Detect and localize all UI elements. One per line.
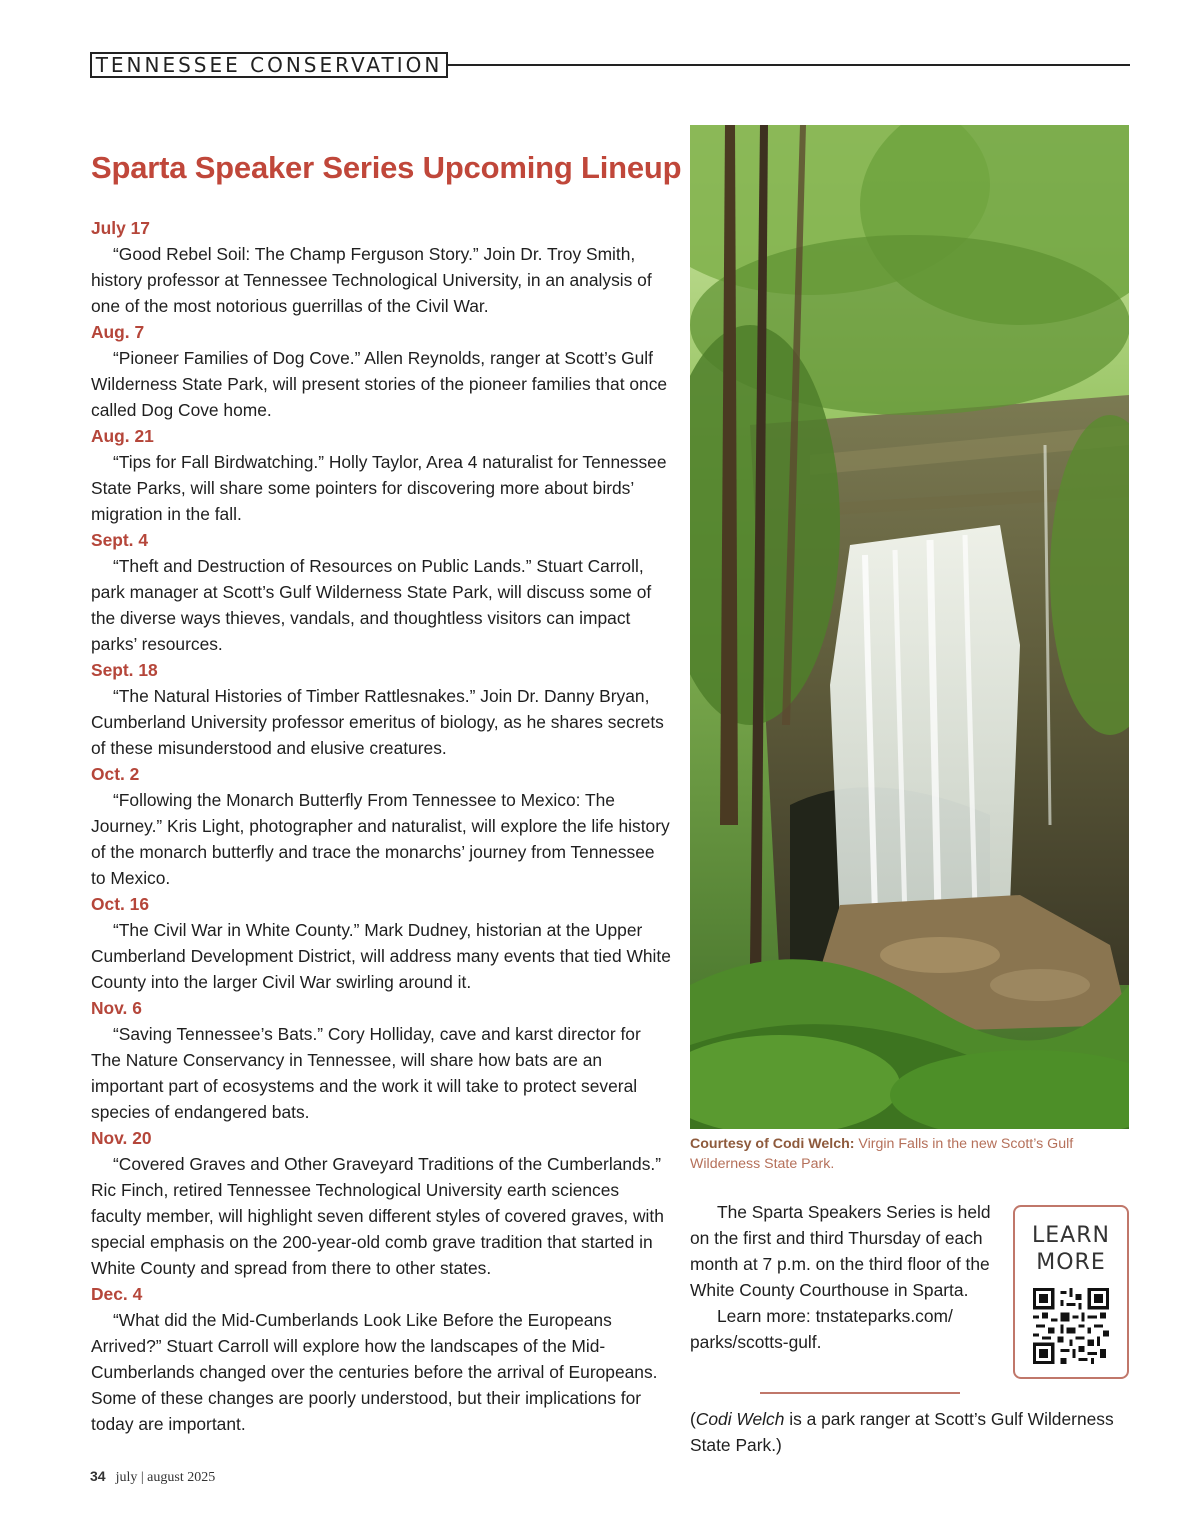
author-bio [690, 1406, 1130, 1458]
event-description: “Theft and Destruction of Resources on Public Lands.” Stuart Carroll, park manager at Scott’s Gulf Wilderness State Park, will discuss some of the diverse ways thieves, vandals, and thoughtless visitors can impact parks’ resources. [91, 556, 652, 654]
qr-code-icon[interactable] [1033, 1288, 1109, 1364]
bio-open-paren: ( [690, 1409, 696, 1429]
event-description: “Covered Graves and Other Graveyard Traditions of the Cumberlands.” Ric Finch, retired Tennessee Technological University earth sciences faculty member, will highlight seven different styles of covered graves, with special emphasis on the 200-year-old comb grave tradition that started in White County and spread from there to other states. [91, 1154, 664, 1278]
event-date: Aug. 7 [91, 322, 145, 342]
event-date: Oct. 2 [91, 764, 140, 784]
event-lineup [91, 215, 671, 1437]
event-date: Sept. 18 [91, 660, 158, 680]
event-description: “The Natural Histories of Timber Rattlesnakes.” Join Dr. Danny Bryan, Cumberland University professor emeritus of biology, as he shares secrets of these misunderstood and elusive creatures. [91, 686, 664, 758]
event-description: “Pioneer Families of Dog Cove.” Allen Reynolds, ranger at Scott’s Gulf Wilderness State Park, will present stories of the pioneer families that once called Dog Cove home. [91, 348, 668, 420]
caption-text: Virgin Falls in the new Scott’s Gulf Wilderness State Park. [690, 1136, 1074, 1172]
event-description: “Tips for Fall Birdwatching.” Holly Taylor, Area 4 naturalist for Tennessee State Parks, will share some pointers for discovering more about birds’ migration in the fall. [91, 452, 667, 524]
learn-more-label [1015, 1222, 1127, 1276]
event-description: “The Civil War in White County.” Mark Dudney, historian at the Upper Cumberland Development District, will address many events that tied White County into the larger Civil War swirling around it. [91, 920, 671, 992]
event-date: Sept. 4 [91, 530, 149, 550]
event-description: “Following the Monarch Butterfly From Tennessee to Mexico: The Journey.” Kris Light, photographer and naturalist, will explore the life history of the monarch butterfly and trace the monarchs’ journey from Tennessee to Mexico. [91, 790, 670, 888]
event-date: July 17 [91, 218, 150, 238]
event-date: Nov. 6 [91, 998, 142, 1018]
article-title: Sparta Speaker Series Upcoming Lineup [91, 150, 682, 185]
schedule-text: The Sparta Speakers Series is held on the first and third Thursday of each month at 7 p.m. on the third floor of the White County Courthouse in Sparta. [690, 1202, 991, 1300]
event-date: Dec. 4 [91, 1284, 143, 1304]
learn-label-line2: MORE [1036, 1250, 1106, 1275]
bio-text: is a park ranger at Scott’s Gulf Wilderness State Park.) [690, 1409, 1114, 1455]
page-number: 34 [90, 1468, 106, 1484]
learn-label-line1: LEARN [1032, 1223, 1110, 1248]
learn-more-text: Learn more: tnstateparks.com/ parks/scotts-gulf. [690, 1306, 953, 1352]
bio-author-name: Codi Welch [695, 1409, 785, 1429]
header-rule [448, 64, 1130, 66]
bio-divider [760, 1392, 960, 1394]
event-description: “Good Rebel Soil: The Champ Ferguson Story.” Join Dr. Troy Smith, history professor at Tennessee Technological University, in an analysis of one of the most notorious guerrillas of the Civil War. [91, 244, 652, 316]
event-description: “Saving Tennessee’s Bats.” Cory Holliday, cave and karst director for The Nature Conservancy in Tennessee, will share how bats are an important part of ecosystems and the work it will take to protect several species of endangered bats. [91, 1024, 641, 1122]
learn-more-box[interactable] [1013, 1205, 1129, 1379]
event-description: “What did the Mid-Cumberlands Look Like Before the Europeans Arrived?” Stuart Carroll will explore how the landscapes of the Mid-Cumberlands changed over the centuries before the arrival of Europeans. Some of these changes are poorly understood, but their implications for today are important. [91, 1310, 658, 1434]
page-footer [90, 1468, 215, 1486]
waterfall-photo [690, 125, 1129, 1129]
event-date: Aug. 21 [91, 426, 154, 446]
photo-caption [690, 1134, 1130, 1174]
section-header-label: TENNESSEE CONSERVATION [90, 52, 448, 78]
caption-credit: Courtesy of Codi Welch: [690, 1136, 855, 1152]
issue-date: july | august 2025 [115, 1470, 216, 1485]
event-date: Nov. 20 [91, 1128, 152, 1148]
event-date: Oct. 16 [91, 894, 149, 914]
series-info [690, 1199, 1008, 1355]
